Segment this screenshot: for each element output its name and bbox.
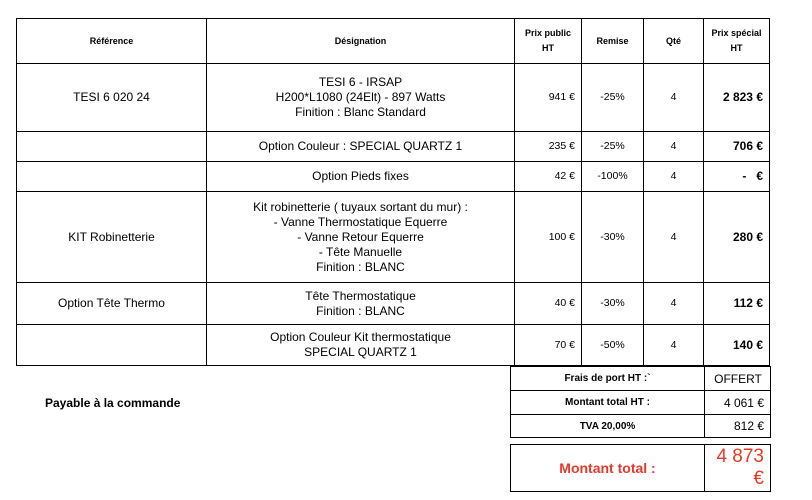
tva-value: 812 € xyxy=(705,415,771,438)
cell-designation: Kit robinetterie ( tuyaux sortant du mur) : - Vanne Thermostatique Equerre - Vanne Retour Equerre - Tête Manuelle Finition : BLANC xyxy=(207,192,515,283)
table-row xyxy=(17,64,770,132)
cell-qte: 4 xyxy=(644,283,704,325)
cell-qte: 4 xyxy=(644,192,704,283)
cell-reference: TESI 6 020 24 xyxy=(17,64,207,132)
cell-prix-public: 42 € xyxy=(515,162,582,192)
total-ht-label: Montant total HT : xyxy=(511,391,705,415)
shipping-value: OFFERT xyxy=(705,367,771,391)
cell-qte: 4 xyxy=(644,162,704,192)
cell-designation: TESI 6 - IRSAP H200*L1080 (24Elt) - 897 Watts Finition : Blanc Standard xyxy=(207,64,515,132)
cell-remise: -100% xyxy=(582,162,644,192)
header-prix-special: Prix spécial HT xyxy=(704,19,770,64)
cell-qte: 4 xyxy=(644,64,704,132)
shipping-label: Frais de port HT :` xyxy=(511,367,705,391)
cell-designation: Tête Thermostatique Finition : BLANC xyxy=(207,283,515,325)
cell-remise: -25% xyxy=(582,132,644,162)
cell-reference xyxy=(17,325,207,366)
totals-row-tva xyxy=(511,415,771,438)
table-row xyxy=(17,325,770,366)
cell-remise: -50% xyxy=(582,325,644,366)
cell-designation: Option Pieds fixes xyxy=(207,162,515,192)
cell-remise: -25% xyxy=(582,64,644,132)
header-reference: Référence xyxy=(17,19,207,64)
cell-qte: 4 xyxy=(644,132,704,162)
cell-remise: -30% xyxy=(582,283,644,325)
grand-total-label: Montant total : xyxy=(511,445,705,492)
cell-remise: -30% xyxy=(582,192,644,283)
table-row xyxy=(17,283,770,325)
cell-prix-public: 100 € xyxy=(515,192,582,283)
total-ht-value: 4 061 € xyxy=(705,391,771,415)
cell-reference: Option Tête Thermo xyxy=(17,283,207,325)
totals-table xyxy=(510,366,771,492)
cell-prix-special: 706 € xyxy=(704,132,770,162)
cell-designation: Option Couleur : SPECIAL QUARTZ 1 xyxy=(207,132,515,162)
cell-prix-public: 235 € xyxy=(515,132,582,162)
table-row xyxy=(17,192,770,283)
cell-qte: 4 xyxy=(644,325,704,366)
cell-prix-public: 941 € xyxy=(515,64,582,132)
table-row xyxy=(17,162,770,192)
header-qte: Qté xyxy=(644,19,704,64)
cell-reference: KIT Robinetterie xyxy=(17,192,207,283)
totals-row-ht xyxy=(511,391,771,415)
cell-reference xyxy=(17,132,207,162)
cell-reference xyxy=(17,162,207,192)
cell-prix-special: - € xyxy=(704,162,770,192)
cell-designation: Option Couleur Kit thermostatique SPECIAL QUARTZ 1 xyxy=(207,325,515,366)
table-header-row xyxy=(17,19,770,64)
payment-note: Payable à la commande xyxy=(45,396,181,410)
totals-row-grand xyxy=(511,445,771,492)
header-remise: Remise xyxy=(582,19,644,64)
tva-label: TVA 20,00% xyxy=(511,415,705,438)
cell-prix-special: 2 823 € xyxy=(704,64,770,132)
cell-prix-special: 280 € xyxy=(704,192,770,283)
grand-total-value: 4 873 € xyxy=(705,445,771,492)
table-row xyxy=(17,132,770,162)
totals-row-shipping xyxy=(511,367,771,391)
header-designation: Désignation xyxy=(207,19,515,64)
quote-table xyxy=(16,18,770,366)
cell-prix-special: 140 € xyxy=(704,325,770,366)
cell-prix-special: 112 € xyxy=(704,283,770,325)
header-prix-public: Prix public HT xyxy=(515,19,582,64)
cell-prix-public: 70 € xyxy=(515,325,582,366)
cell-prix-public: 40 € xyxy=(515,283,582,325)
